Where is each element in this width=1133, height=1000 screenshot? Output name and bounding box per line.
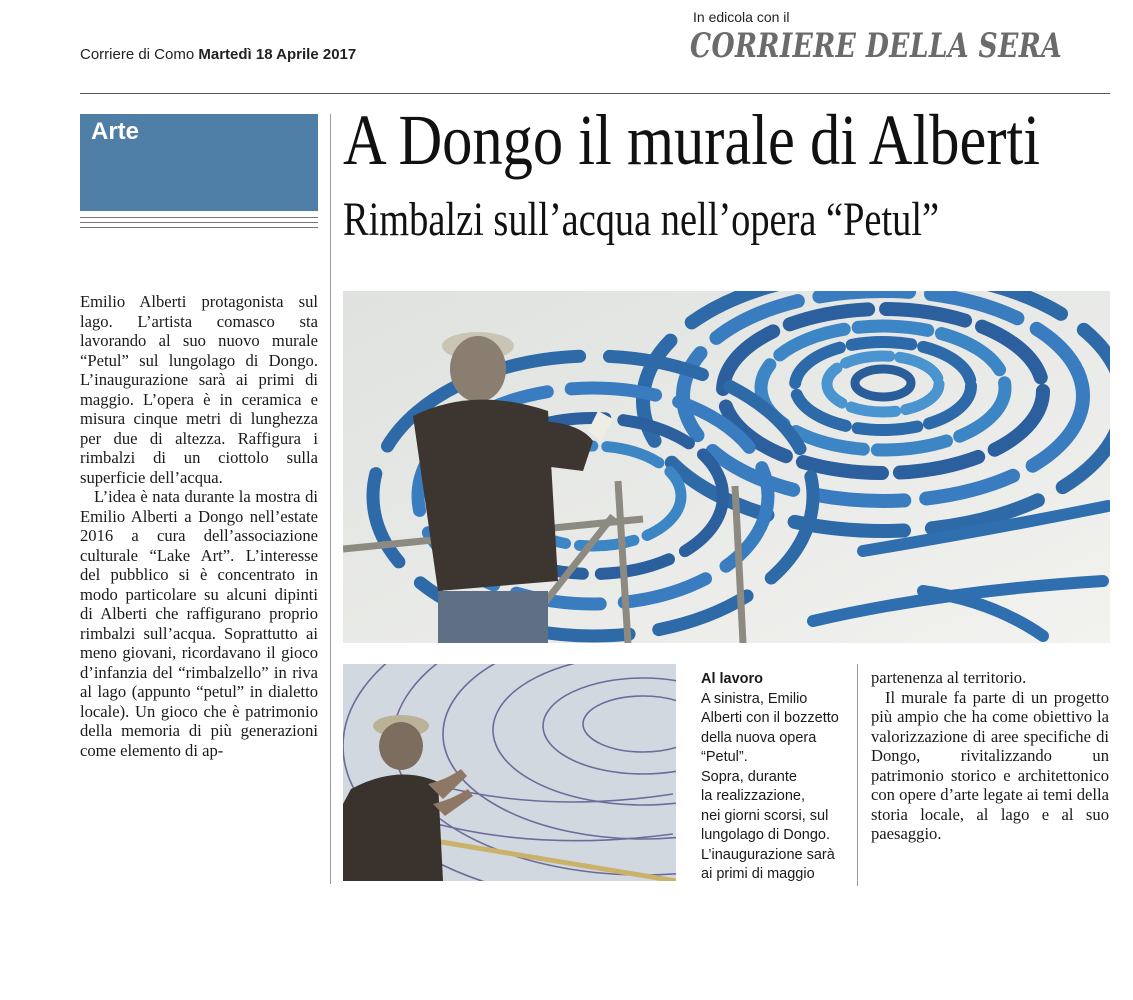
caption-line: nei giorni scorsi, sul xyxy=(701,807,829,824)
mural-illustration xyxy=(343,291,1110,643)
article-body-right xyxy=(871,668,1109,844)
article-body-left xyxy=(80,292,318,760)
paragraph: partenenza al territorio. xyxy=(871,668,1027,687)
header-rule xyxy=(80,93,1110,94)
headline: A Dongo il murale di Alberti xyxy=(343,100,1041,180)
caption-title: Al lavoro xyxy=(701,671,764,687)
issue-date-line xyxy=(80,46,356,63)
section-rule xyxy=(80,227,318,228)
caption-line: della nuova opera xyxy=(701,729,817,746)
paragraph: Il murale fa parte di un progetto più ampio che ha come obiettivo la valorizzazione di aree specifiche di Dongo, rivitalizzando un patrimonio storico e architettonico con opere d’arte legate ai temi della storia locale, al lago e al suo paesaggio. xyxy=(871,687,1109,843)
caption-line: Sopra, durante xyxy=(701,768,797,785)
section-label: Arte xyxy=(91,118,140,145)
caption-line: la realizzazione, xyxy=(701,788,805,804)
main-photo xyxy=(343,291,1110,643)
paragraph: L’idea è nata durante la mostra di Emilio Alberti a Dongo nell’estate 2016 a cura dell’associazione culturale “Lake Art”. L’interesse del pubblico si è concentrato in modo particolare su alcuni dipinti di Alberti che raffigurano proprio rimbalzi sull’acqua. Soprattutto ai meno giovani, ricordavano il gioco d’infanzia del “rimbalzello” in riva al lago (appunto “petul” in dialetto locale). Un gioco che è patrimonio della memoria di più generazioni come elemento di ap- xyxy=(80,487,318,760)
caption-line: ai primi di maggio xyxy=(701,866,815,882)
caption-line: lungolago di Dongo. xyxy=(701,827,830,843)
paragraph: Emilio Alberti protagonista sul lago. L’artista comasco sta lavorando al suo nuovo murale “Petul” sul lungolago di Dongo. L’inaugurazione sarà ai primi di maggio. L’opera è in ceramica e misura cinque metri di lunghezza per due di altezza. Raffigura i rimbalzi di un ciottolo sulla superficie dell’acqua. xyxy=(80,292,318,487)
section-rule xyxy=(80,217,318,218)
section-rule xyxy=(80,222,318,223)
caption-line: Alberti con il bozzetto xyxy=(701,710,839,726)
sketch-illustration xyxy=(343,664,676,881)
edicola-note: In edicola con il xyxy=(693,9,790,25)
issue-date: Martedì 18 Aprile 2017 xyxy=(198,46,357,63)
masthead-logo: CORRIERE DELLA SERA xyxy=(690,26,1063,66)
caption-line: L’inaugurazione sarà xyxy=(701,846,835,863)
photo-caption xyxy=(701,670,851,885)
subheadline: Rimbalzi sull’acqua nell’opera “Petul” xyxy=(343,193,940,246)
caption-line: “Petul”. xyxy=(701,749,748,765)
newspaper-name: Corriere di Como xyxy=(80,46,195,63)
sketch-photo xyxy=(343,664,676,881)
column-rule xyxy=(330,114,331,884)
column-rule xyxy=(857,664,858,886)
caption-line: A sinistra, Emilio xyxy=(701,690,808,707)
